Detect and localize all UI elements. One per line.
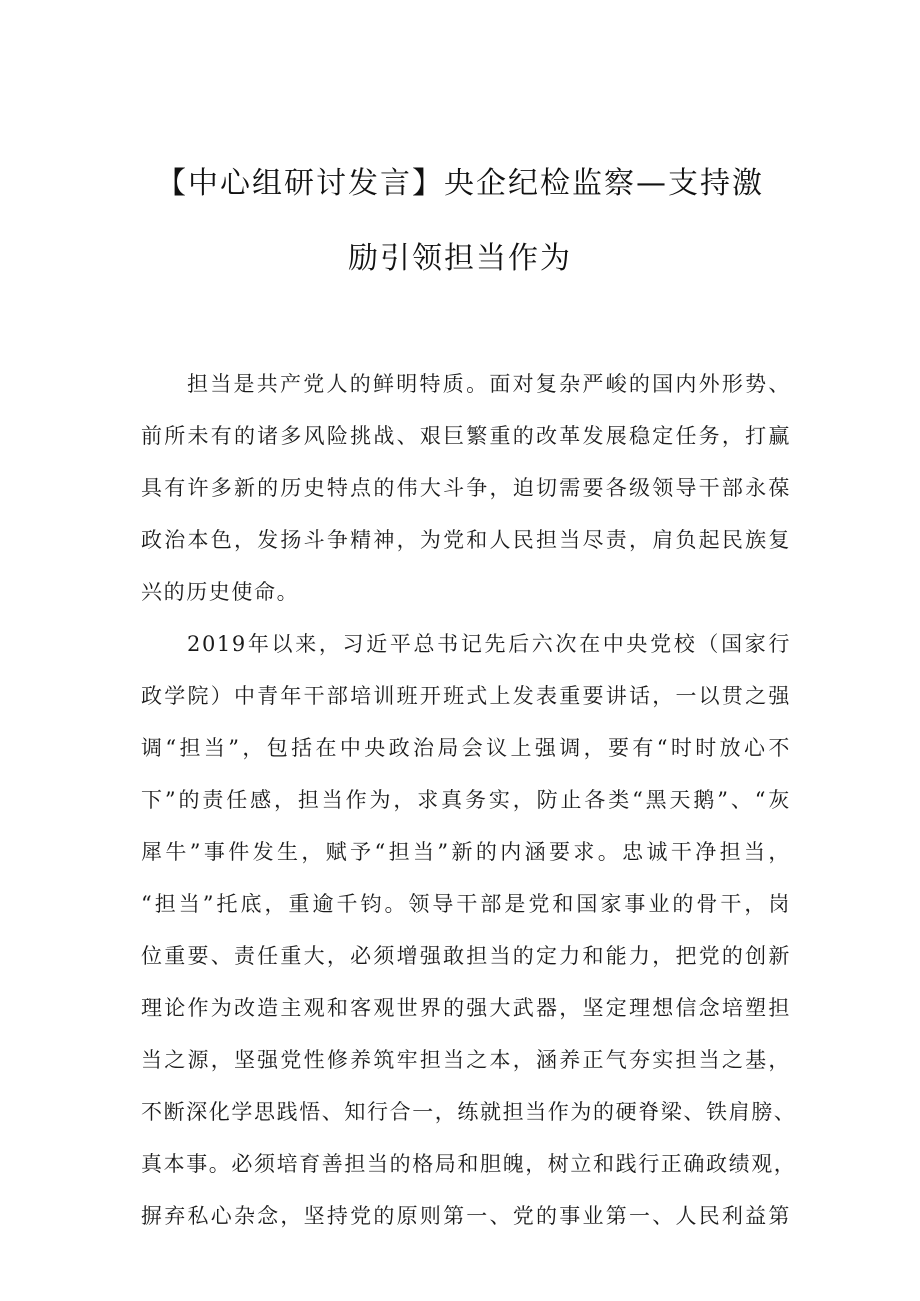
paragraph-1-line-2: 前所未有的诸多风险挑战、艰巨繁重的改革发展稳定任务，打赢 (141, 424, 791, 448)
paragraph-2-line-5: 犀牛”事件发生，赋予“担当”新的内涵要求。忠诚干净担当， (141, 840, 791, 864)
paragraph-2-line-10: 不断深化学思践悟、知行合一，练就担当作为的硬脊梁、铁肩膀、 (141, 1100, 797, 1124)
document-title-line-1: 【中心组研讨发言】央企纪检监察—支持激 (156, 166, 764, 201)
paragraph-1-line-4: 政治本色，发扬斗争精神，为党和人民担当尽责，肩负起民族复 (141, 528, 791, 552)
paragraph-2-line-6: “担当”托底，重逾千钧。领导干部是党和国家事业的骨干，岗 (141, 892, 791, 916)
paragraph-2-line-8: 理论作为改造主观和客观世界的强大武器，坚定理想信念培塑担 (141, 996, 791, 1020)
paragraph-2-line-9: 当之源，坚强党性修养筑牢担当之本，涵养正气夯实担当之基， (141, 1048, 791, 1072)
paragraph-2-line-4: 下”的责任感，担当作为，求真务实，防止各类“黑天鹅”、“灰 (141, 788, 791, 812)
paragraph-2-line-12: 摒弃私心杂念，坚持党的原则第一、党的事业第一、人民利益第 (141, 1204, 791, 1228)
document-title-line-2: 励引领担当作为 (348, 241, 572, 276)
paragraph-2-line-1: 2019年以来，习近平总书记先后六次在中央党校（国家行 (187, 632, 791, 656)
paragraph-2-line-2: 政学院）中青年干部培训班开班式上发表重要讲话，一以贯之强 (141, 684, 791, 708)
paragraph-2-line-7: 位重要、责任重大，必须增强敢担当的定力和能力，把党的创新 (141, 944, 791, 968)
paragraph-2-line-3: 调“担当”，包括在中央政治局会议上强调，要有“时时放心不 (141, 736, 791, 760)
paragraph-1-line-1: 担当是共产党人的鲜明特质。面对复杂严峻的国内外形势、 (187, 372, 791, 396)
paragraph-1-line-5: 兴的历史使命。 (141, 580, 300, 604)
paragraph-2-line-11: 真本事。必须培育善担当的格局和胆魄，树立和践行正确政绩观， (141, 1152, 797, 1176)
paragraph-1-line-3: 具有许多新的历史特点的伟大斗争，迫切需要各级领导干部永葆 (141, 476, 791, 500)
